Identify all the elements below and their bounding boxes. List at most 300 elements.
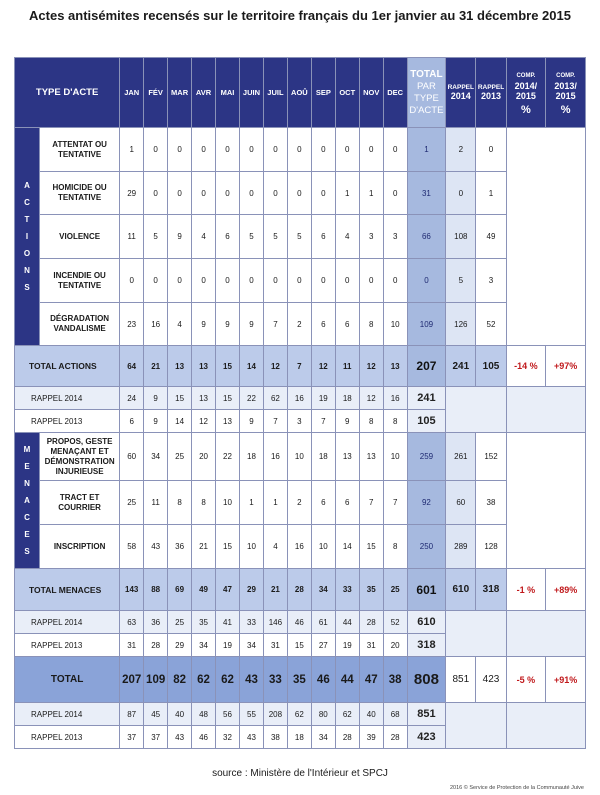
month-value-cell: 33 — [335, 569, 359, 611]
month-value-cell: 146 — [263, 611, 287, 634]
empty-cell — [506, 387, 585, 433]
side-letter: E — [24, 462, 30, 471]
month-value-cell: 33 — [239, 611, 263, 634]
comp-2014-header — [506, 58, 546, 128]
comp-years: 2014/ 2015 — [514, 80, 538, 101]
month-value-cell: 12 — [311, 346, 335, 387]
month-value-cell: 27 — [311, 634, 335, 657]
month-value-cell: 28 — [287, 569, 311, 611]
month-value-cell: 207 — [120, 657, 144, 703]
month-value-cell: 12 — [192, 410, 216, 433]
total-cell: 808 — [407, 657, 446, 703]
row-label: ATTENTAT OU TENTATIVE — [40, 128, 120, 172]
rappel-2013-cell: 38 — [476, 481, 506, 525]
rappel-2014-cell: 108 — [446, 215, 476, 259]
month-value-cell: 41 — [216, 611, 240, 634]
month-value-cell: 13 — [383, 346, 407, 387]
empty-cell — [446, 387, 506, 433]
month-value-cell: 1 — [263, 481, 287, 525]
month-value-cell: 8 — [168, 481, 192, 525]
month-value-cell: 62 — [287, 703, 311, 726]
month-value-cell: 0 — [168, 128, 192, 172]
month-value-cell: 20 — [192, 433, 216, 481]
month-value-cell: 46 — [287, 611, 311, 634]
rappel-total-cell: 851 — [407, 703, 446, 726]
total-cell: 601 — [407, 569, 446, 611]
month-value-cell: 32 — [216, 726, 240, 749]
percent-label: % — [521, 103, 531, 116]
rappel-row — [15, 703, 586, 726]
month-value-cell: 12 — [359, 346, 383, 387]
rappel-2013-cell: 152 — [476, 433, 506, 481]
comp-years: 2013/ 2015 — [554, 80, 577, 101]
rappel-2014-cell: 851 — [446, 657, 476, 703]
month-value-cell: 19 — [216, 634, 240, 657]
rappel-label: RAPPEL — [477, 84, 505, 91]
month-value-cell: 13 — [359, 433, 383, 481]
table-row — [15, 128, 586, 172]
empty-cell — [506, 611, 585, 657]
table-row — [15, 215, 586, 259]
month-value-cell: 23 — [120, 303, 144, 346]
comp-2013-cell: +97% — [546, 346, 586, 387]
rappel-2014-cell: 5 — [446, 259, 476, 303]
month-value-cell: 62 — [192, 657, 216, 703]
table-row — [15, 525, 586, 569]
month-value-cell: 62 — [216, 657, 240, 703]
comp-2013-header — [546, 58, 586, 128]
month-value-cell: 43 — [239, 726, 263, 749]
month-value-cell: 46 — [192, 726, 216, 749]
side-letter: S — [24, 283, 30, 292]
month-value-cell: 9 — [239, 303, 263, 346]
month-value-cell: 0 — [311, 172, 335, 215]
side-letter: T — [24, 215, 30, 224]
rappel-label: RAPPEL 2014 — [15, 387, 120, 410]
month-value-cell: 0 — [144, 128, 168, 172]
month-value-cell: 40 — [168, 703, 192, 726]
summary-label: TOTAL — [15, 657, 120, 703]
month-value-cell: 47 — [216, 569, 240, 611]
month-value-cell: 16 — [287, 387, 311, 410]
month-value-cell: 19 — [311, 387, 335, 410]
month-value-cell: 33 — [263, 657, 287, 703]
total-header-line: D'ACTE — [409, 104, 444, 116]
total-cell: 207 — [407, 346, 446, 387]
month-value-cell: 19 — [335, 634, 359, 657]
month-value-cell: 7 — [383, 481, 407, 525]
row-label: PROPOS, GESTE MENAÇANT ET DÉMONSTRATION INJURIEUSE — [40, 433, 120, 481]
month-value-cell: 25 — [120, 481, 144, 525]
month-value-cell: 60 — [120, 433, 144, 481]
month-header: NOV — [359, 58, 383, 128]
table-row — [15, 172, 586, 215]
empty-cell — [506, 433, 585, 569]
month-value-cell: 16 — [144, 303, 168, 346]
month-value-cell: 34 — [144, 433, 168, 481]
month-value-cell: 11 — [335, 346, 359, 387]
rappel-2013-cell: 0 — [476, 128, 506, 172]
rappel-total-cell: 610 — [407, 611, 446, 634]
month-value-cell: 36 — [168, 525, 192, 569]
copyright-credit: 2016 © Service de Protection de la Communauté Juive — [450, 785, 584, 791]
month-value-cell: 21 — [192, 525, 216, 569]
month-header: AVR — [192, 58, 216, 128]
month-value-cell: 49 — [192, 569, 216, 611]
month-value-cell: 0 — [287, 259, 311, 303]
month-value-cell: 25 — [168, 611, 192, 634]
month-value-cell: 28 — [359, 611, 383, 634]
month-value-cell: 6 — [120, 410, 144, 433]
month-value-cell: 5 — [263, 215, 287, 259]
month-value-cell: 4 — [263, 525, 287, 569]
month-value-cell: 10 — [287, 433, 311, 481]
month-value-cell: 15 — [216, 525, 240, 569]
month-value-cell: 1 — [120, 128, 144, 172]
month-value-cell: 6 — [335, 303, 359, 346]
rappel-2013-cell: 128 — [476, 525, 506, 569]
month-value-cell: 0 — [335, 259, 359, 303]
month-value-cell: 29 — [239, 569, 263, 611]
month-value-cell: 69 — [168, 569, 192, 611]
rappel-2013-cell: 105 — [476, 346, 506, 387]
month-value-cell: 8 — [359, 303, 383, 346]
month-value-cell: 47 — [359, 657, 383, 703]
rappel-2013-cell: 423 — [476, 657, 506, 703]
side-letter: M — [23, 445, 31, 454]
month-value-cell: 0 — [239, 259, 263, 303]
month-value-cell: 8 — [192, 481, 216, 525]
month-value-cell: 18 — [335, 387, 359, 410]
rappel-2014-cell: 610 — [446, 569, 476, 611]
month-value-cell: 6 — [311, 215, 335, 259]
month-header: JAN — [120, 58, 144, 128]
month-value-cell: 0 — [216, 128, 240, 172]
month-value-cell: 36 — [144, 611, 168, 634]
month-value-cell: 68 — [383, 703, 407, 726]
month-value-cell: 7 — [263, 410, 287, 433]
month-value-cell: 16 — [287, 525, 311, 569]
month-value-cell: 208 — [263, 703, 287, 726]
summary-row — [15, 346, 586, 387]
rappel-label: RAPPEL 2013 — [15, 634, 120, 657]
month-value-cell: 38 — [383, 657, 407, 703]
month-value-cell: 109 — [144, 657, 168, 703]
month-value-cell: 25 — [383, 569, 407, 611]
month-value-cell: 18 — [287, 726, 311, 749]
month-value-cell: 10 — [216, 481, 240, 525]
summary-row — [15, 657, 586, 703]
month-value-cell: 6 — [335, 481, 359, 525]
month-value-cell: 62 — [263, 387, 287, 410]
month-value-cell: 0 — [383, 259, 407, 303]
month-value-cell: 31 — [359, 634, 383, 657]
month-value-cell: 3 — [359, 215, 383, 259]
month-value-cell: 61 — [311, 611, 335, 634]
empty-cell — [446, 703, 506, 749]
month-value-cell: 37 — [120, 726, 144, 749]
table-row — [15, 303, 586, 346]
month-value-cell: 0 — [168, 259, 192, 303]
month-value-cell: 35 — [192, 611, 216, 634]
month-value-cell: 0 — [311, 259, 335, 303]
month-value-cell: 12 — [263, 346, 287, 387]
rappel-2013-cell: 318 — [476, 569, 506, 611]
page-title: Actes antisémites recensés sur le territoire français du 1er janvier au 31 décembre 2015 — [29, 8, 571, 23]
month-value-cell: 9 — [216, 303, 240, 346]
actions-side-label — [15, 128, 40, 346]
month-value-cell: 9 — [192, 303, 216, 346]
empty-cell — [506, 703, 585, 749]
month-value-cell: 9 — [335, 410, 359, 433]
side-letter: E — [24, 530, 30, 539]
month-value-cell: 4 — [168, 303, 192, 346]
month-value-cell: 7 — [263, 303, 287, 346]
month-value-cell: 20 — [383, 634, 407, 657]
total-header-line: TYPE — [414, 92, 439, 104]
month-value-cell: 40 — [359, 703, 383, 726]
month-value-cell: 28 — [144, 634, 168, 657]
total-cell: 66 — [407, 215, 446, 259]
side-letter: C — [24, 513, 30, 522]
month-value-cell: 64 — [120, 346, 144, 387]
month-value-cell: 9 — [239, 410, 263, 433]
rappel-year: 2013 — [480, 91, 502, 101]
month-value-cell: 10 — [383, 433, 407, 481]
month-header: JUIL — [263, 58, 287, 128]
month-value-cell: 18 — [311, 433, 335, 481]
empty-cell — [506, 128, 585, 346]
month-value-cell: 0 — [359, 128, 383, 172]
rappel-label: RAPPEL — [447, 84, 474, 91]
month-value-cell: 15 — [359, 525, 383, 569]
rappel-2013-header — [476, 58, 506, 128]
month-value-cell: 3 — [287, 410, 311, 433]
month-header: DEC — [383, 58, 407, 128]
month-value-cell: 44 — [335, 611, 359, 634]
comp-2014-cell: -5 % — [506, 657, 546, 703]
antisemitic-acts-table — [14, 57, 586, 749]
rappel-row — [15, 387, 586, 410]
month-value-cell: 24 — [120, 387, 144, 410]
month-value-cell: 1 — [335, 172, 359, 215]
month-value-cell: 3 — [383, 215, 407, 259]
table-row — [15, 433, 586, 481]
month-value-cell: 43 — [168, 726, 192, 749]
month-header: AOÛ — [287, 58, 311, 128]
rappel-2014-cell: 241 — [446, 346, 476, 387]
month-value-cell: 15 — [216, 346, 240, 387]
month-value-cell: 29 — [168, 634, 192, 657]
month-value-cell: 43 — [239, 657, 263, 703]
month-value-cell: 15 — [216, 387, 240, 410]
month-value-cell: 2 — [287, 481, 311, 525]
total-cell: 92 — [407, 481, 446, 525]
summary-row — [15, 569, 586, 611]
menaces-side-label — [15, 433, 40, 569]
total-cell: 250 — [407, 525, 446, 569]
month-value-cell: 34 — [311, 569, 335, 611]
side-letter: A — [24, 181, 30, 190]
month-value-cell: 0 — [359, 259, 383, 303]
month-value-cell: 5 — [239, 215, 263, 259]
month-value-cell: 0 — [192, 128, 216, 172]
month-value-cell: 35 — [287, 657, 311, 703]
month-value-cell: 82 — [168, 657, 192, 703]
comp-label: COMP. — [556, 72, 576, 79]
comp-label: COMP. — [516, 72, 536, 79]
month-value-cell: 8 — [383, 410, 407, 433]
month-value-cell: 43 — [144, 525, 168, 569]
month-value-cell: 0 — [263, 172, 287, 215]
rappel-label: RAPPEL 2013 — [15, 726, 120, 749]
month-value-cell: 56 — [216, 703, 240, 726]
month-value-cell: 15 — [287, 634, 311, 657]
month-value-cell: 16 — [383, 387, 407, 410]
table-row — [15, 481, 586, 525]
month-value-cell: 4 — [335, 215, 359, 259]
month-value-cell: 25 — [168, 433, 192, 481]
rappel-total-cell: 318 — [407, 634, 446, 657]
month-value-cell: 6 — [311, 481, 335, 525]
percent-label: % — [560, 103, 571, 116]
side-letter: A — [24, 496, 30, 505]
month-value-cell: 31 — [263, 634, 287, 657]
month-value-cell: 34 — [311, 726, 335, 749]
empty-cell — [446, 611, 506, 657]
month-value-cell: 46 — [311, 657, 335, 703]
month-value-cell: 0 — [168, 172, 192, 215]
month-value-cell: 0 — [144, 259, 168, 303]
month-value-cell: 34 — [192, 634, 216, 657]
summary-label: TOTAL ACTIONS — [15, 346, 120, 387]
rappel-label: RAPPEL 2014 — [15, 703, 120, 726]
month-value-cell: 13 — [192, 387, 216, 410]
month-value-cell: 0 — [383, 128, 407, 172]
rappel-row — [15, 611, 586, 634]
month-value-cell: 0 — [311, 128, 335, 172]
month-value-cell: 0 — [263, 259, 287, 303]
side-letter: O — [23, 249, 31, 258]
month-value-cell: 10 — [383, 303, 407, 346]
month-value-cell: 13 — [192, 346, 216, 387]
month-value-cell: 6 — [311, 303, 335, 346]
side-letter: S — [24, 547, 30, 556]
rappel-2014-cell: 0 — [446, 172, 476, 215]
month-value-cell: 14 — [239, 346, 263, 387]
rappel-year: 2014 — [450, 91, 471, 101]
month-value-cell: 10 — [311, 525, 335, 569]
month-value-cell: 55 — [239, 703, 263, 726]
month-value-cell: 88 — [144, 569, 168, 611]
month-value-cell: 48 — [192, 703, 216, 726]
month-value-cell: 62 — [335, 703, 359, 726]
month-value-cell: 8 — [359, 410, 383, 433]
rappel-2014-cell: 2 — [446, 128, 476, 172]
row-label: INSCRIPTION — [40, 525, 120, 569]
total-header-line: TOTAL — [410, 68, 443, 80]
month-header: SEP — [311, 58, 335, 128]
month-value-cell: 38 — [263, 726, 287, 749]
month-value-cell: 0 — [287, 172, 311, 215]
month-value-cell: 1 — [359, 172, 383, 215]
rappel-2013-cell: 49 — [476, 215, 506, 259]
month-value-cell: 80 — [311, 703, 335, 726]
rappel-2013-cell: 52 — [476, 303, 506, 346]
total-cell: 0 — [407, 259, 446, 303]
month-header: OCT — [335, 58, 359, 128]
month-value-cell: 87 — [120, 703, 144, 726]
month-value-cell: 0 — [216, 259, 240, 303]
month-value-cell: 9 — [168, 215, 192, 259]
rappel-2014-header — [446, 58, 476, 128]
month-header: JUIN — [239, 58, 263, 128]
month-value-cell: 10 — [239, 525, 263, 569]
row-label: DÉGRADATION VANDALISME — [40, 303, 120, 346]
source-note: source : Ministère de l'Intérieur et SPCJ — [212, 768, 388, 779]
month-value-cell: 14 — [335, 525, 359, 569]
comp-2013-cell: +89% — [546, 569, 586, 611]
month-value-cell: 15 — [168, 387, 192, 410]
rappel-2014-cell: 126 — [446, 303, 476, 346]
month-value-cell: 0 — [335, 128, 359, 172]
month-value-cell: 37 — [144, 726, 168, 749]
month-value-cell: 9 — [144, 410, 168, 433]
side-letter: N — [24, 266, 30, 275]
type-acte-header: TYPE D'ACTE — [15, 58, 120, 128]
month-value-cell: 18 — [239, 433, 263, 481]
month-value-cell: 35 — [359, 569, 383, 611]
month-value-cell: 21 — [144, 346, 168, 387]
month-value-cell: 0 — [287, 128, 311, 172]
month-value-cell: 14 — [168, 410, 192, 433]
month-value-cell: 5 — [144, 215, 168, 259]
row-label: INCENDIE OU TENTATIVE — [40, 259, 120, 303]
rappel-2014-cell: 60 — [446, 481, 476, 525]
side-letter: N — [24, 479, 30, 488]
month-value-cell: 0 — [192, 259, 216, 303]
summary-label: TOTAL MENACES — [15, 569, 120, 611]
total-cell: 109 — [407, 303, 446, 346]
row-label: HOMICIDE OU TENTATIVE — [40, 172, 120, 215]
rappel-2013-cell: 1 — [476, 172, 506, 215]
month-value-cell: 39 — [359, 726, 383, 749]
rappel-label: RAPPEL 2013 — [15, 410, 120, 433]
month-value-cell: 0 — [120, 259, 144, 303]
rappel-total-cell: 105 — [407, 410, 446, 433]
month-value-cell: 52 — [383, 611, 407, 634]
month-value-cell: 28 — [383, 726, 407, 749]
month-value-cell: 29 — [120, 172, 144, 215]
month-value-cell: 7 — [287, 346, 311, 387]
header-row — [15, 58, 586, 128]
month-value-cell: 0 — [216, 172, 240, 215]
month-value-cell: 1 — [239, 481, 263, 525]
month-value-cell: 0 — [383, 172, 407, 215]
month-value-cell: 2 — [287, 303, 311, 346]
rappel-2014-cell: 289 — [446, 525, 476, 569]
month-value-cell: 44 — [335, 657, 359, 703]
month-value-cell: 6 — [216, 215, 240, 259]
month-value-cell: 7 — [311, 410, 335, 433]
month-value-cell: 0 — [239, 128, 263, 172]
rappel-total-cell: 423 — [407, 726, 446, 749]
comp-2013-cell: +91% — [546, 657, 586, 703]
side-letter: C — [24, 198, 30, 207]
row-label: VIOLENCE — [40, 215, 120, 259]
month-value-cell: 9 — [144, 387, 168, 410]
month-value-cell: 13 — [216, 410, 240, 433]
